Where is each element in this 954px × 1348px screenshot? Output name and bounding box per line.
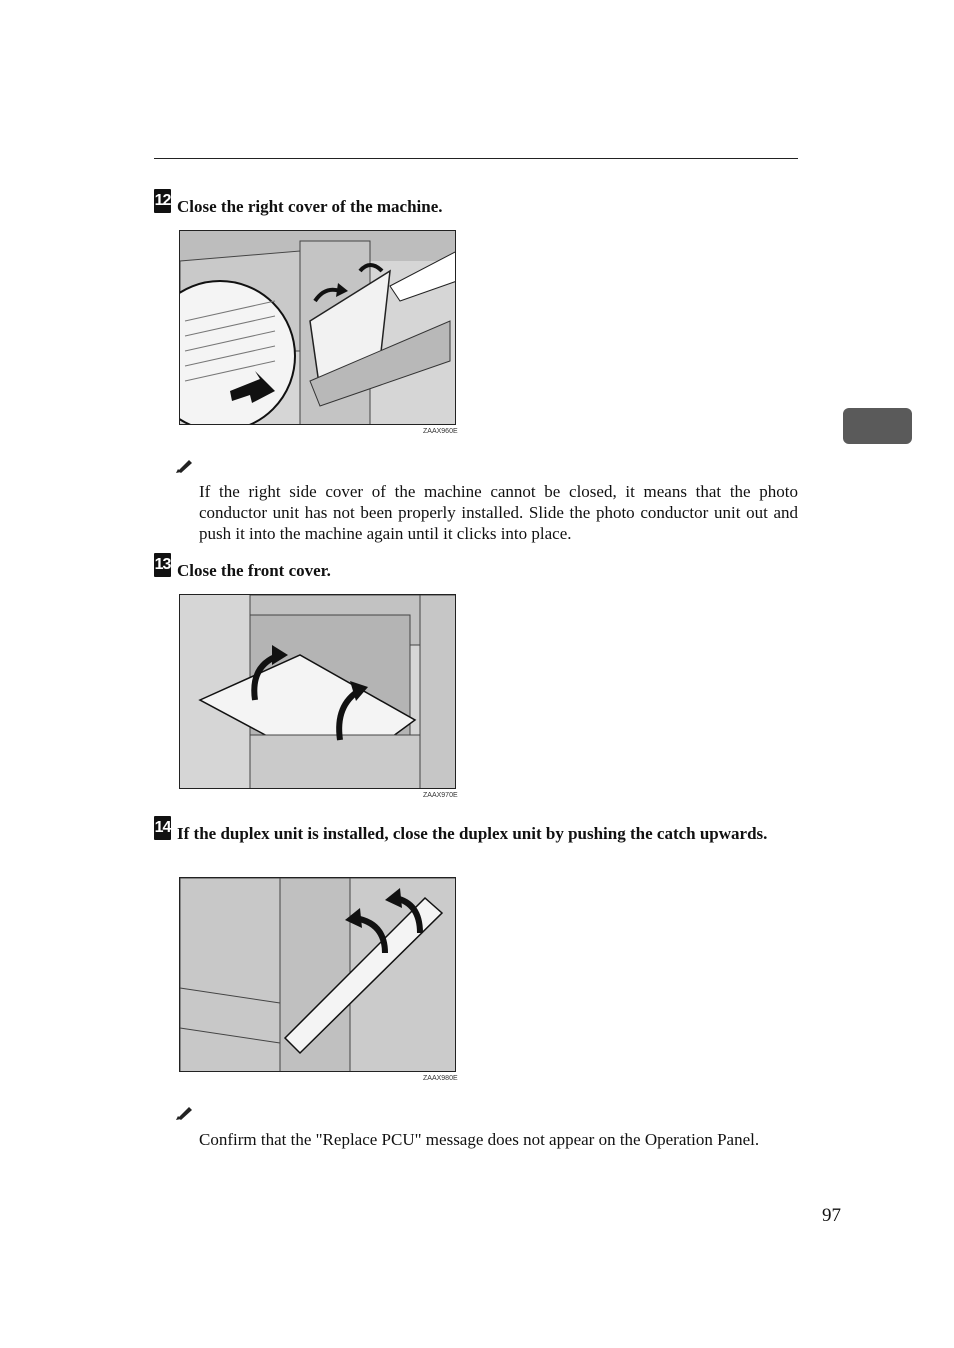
- page-number: 97: [822, 1205, 841, 1226]
- figure-close-front-cover: [179, 594, 456, 789]
- note-pencil-icon: [175, 457, 195, 473]
- figure-code-12: ZAAX960E: [423, 428, 458, 435]
- step-number-14: 14: [154, 816, 171, 840]
- step-13-instruction: Close the front cover.: [177, 561, 331, 580]
- step-14-instruction: If the duplex unit is installed, close the duplex unit by pushing the catch upwards.: [177, 824, 768, 843]
- chapter-thumb-tab: [843, 408, 912, 444]
- note-pencil-icon: [175, 1104, 195, 1120]
- figure-close-right-cover: [179, 230, 456, 425]
- step-12-instruction: Close the right cover of the machine.: [177, 197, 443, 216]
- figure-code-13: ZAAX970E: [423, 792, 458, 799]
- header-rule: [154, 158, 798, 159]
- figure-close-duplex-unit: [179, 877, 456, 1072]
- step-number-13: 13: [154, 553, 171, 577]
- note-right-cover: If the right side cover of the machine cannot be closed, it means that the photo conductor unit has not been properly installed. Slide the photo conductor unit out and push it into the machine again until it clicks into place.: [199, 482, 798, 543]
- figure-code-14: ZAAX980E: [423, 1075, 458, 1082]
- note-replace-pcu: Confirm that the "Replace PCU" message does not appear on the Operation Panel.: [199, 1130, 760, 1149]
- step-number-12: 12: [154, 189, 171, 213]
